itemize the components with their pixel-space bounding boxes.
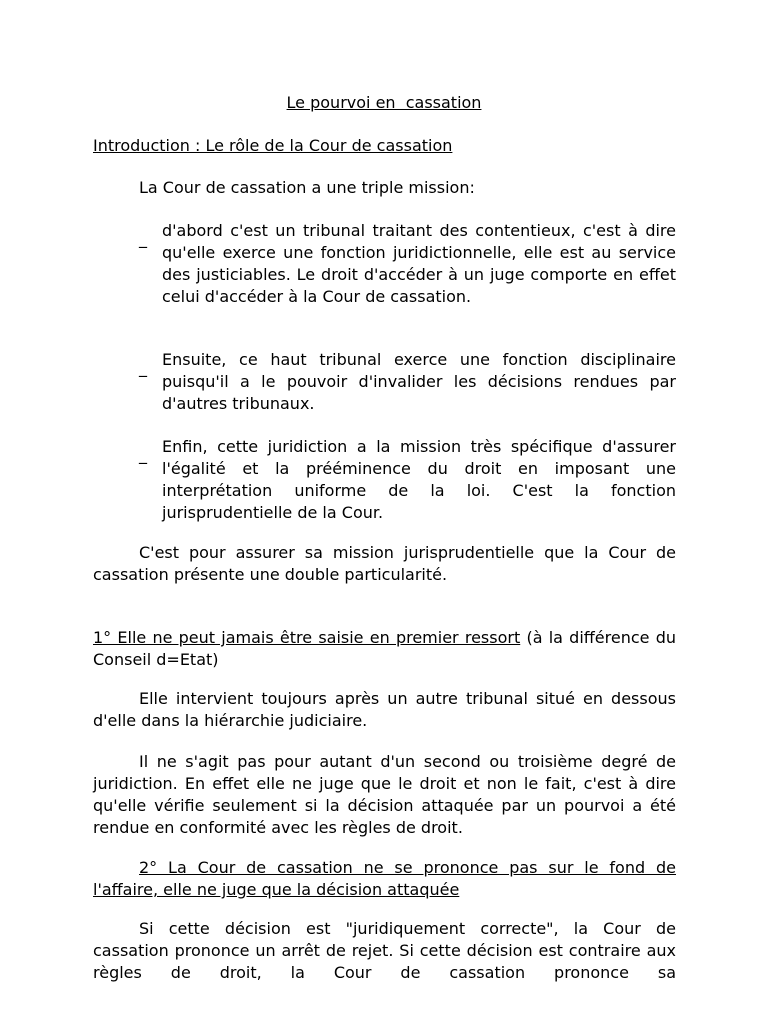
section-1-heading-underlined: 1° Elle ne peut jamais être saisie en premier ressort [93,628,521,647]
degre-paragraph: Il ne s'agit pas pour autant d'un second ou troisième degré de juridiction. En effet elle ne juge que le droit et non le fait, c'est à dire qu'elle vérifie seulement si la décision attaquée par un pourvoi a été rendue en conformité avec les règles de droit. [93,752,676,837]
section-1-heading [93,627,676,671]
bullet-marker: _ [139,445,147,464]
bullet-marker: _ [139,229,147,248]
bullet-marker: _ [139,358,147,377]
bullet-item-3: Enfin, cette juridiction a la mission très spécifique d'assurer l'égalité et la prééminence du droit en imposant une interprétation uniforme de la loi. C'est la fonction jurisprudentielle de la Cour. [162,437,676,522]
bullet-item-1: d'abord c'est un tribunal traitant des contentieux, c'est à dire qu'elle exerce une fonction juridictionnelle, elle est au service des justiciables. Le droit d'accéder à un juge comporte en effet celui d'accéder à la Cour de cassation. [162,221,676,306]
rejet-paragraph: Si cette décision est "juridiquement correcte", la Cour de cassation prononce un arrêt de rejet. Si cette décision est contraire aux règles de droit, la Cour de cassation prononce sa [93,919,676,982]
intro-lead-paragraph: La Cour de cassation a une triple mission: [139,178,475,197]
section-2-heading-underlined: 2° La Cour de cassation ne se prononce pas sur le fond de l'affaire, elle ne juge que la décision attaquée [93,858,676,899]
bullet-item-2: Ensuite, ce haut tribunal exerce une fonction disciplinaire puisqu'il a le pouvoir d'invalider les décisions rendues par d'autres tribunaux. [162,350,676,413]
intervient-paragraph: Elle intervient toujours après un autre tribunal situé en dessous d'elle dans la hiérarchie judiciaire. [93,689,676,730]
section-1-heading-tail: (à la différence du Conseil d=Etat) [93,628,677,669]
mission-paragraph: C'est pour assurer sa mission jurisprudentielle que la Cour de cassation présente une double particularité. [93,543,676,584]
document-title: Le pourvoi en cassation [286,93,482,112]
section-2-heading [93,857,676,901]
intro-heading: Introduction : Le rôle de la Cour de cassation [93,136,453,155]
